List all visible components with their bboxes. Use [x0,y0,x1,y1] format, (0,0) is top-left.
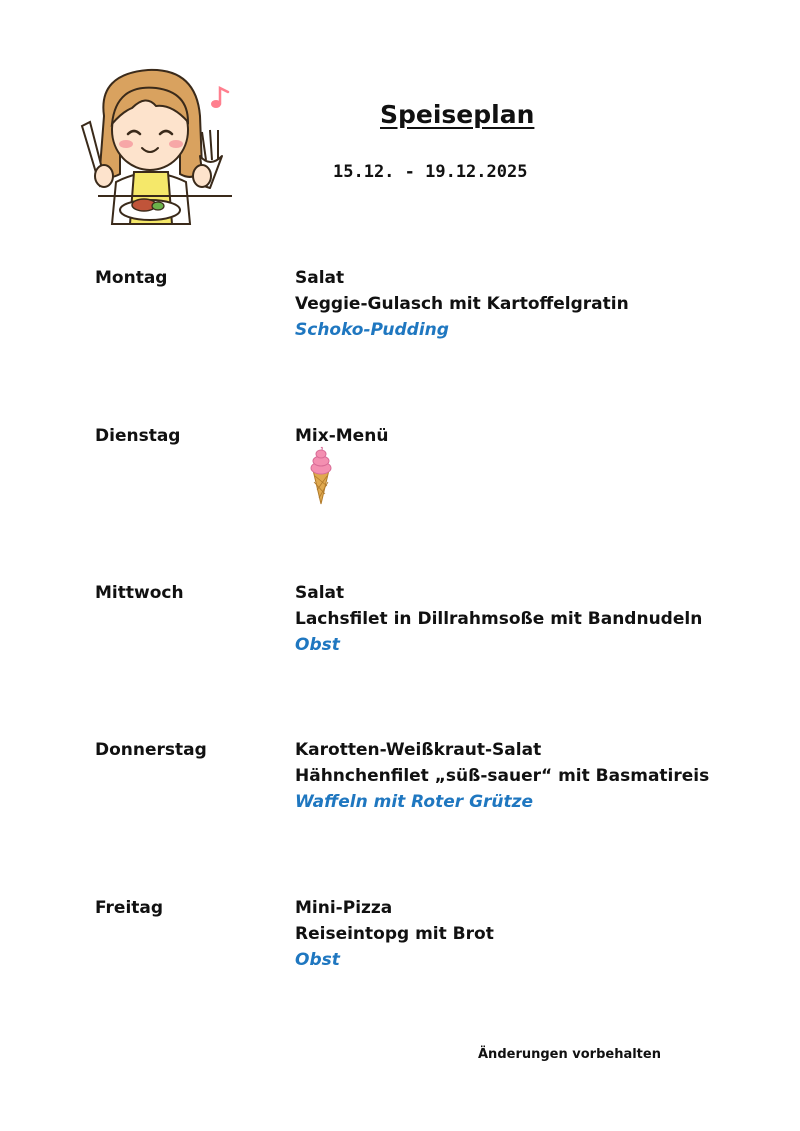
dessert-line: Obst [295,950,340,970]
footer-note: Änderungen vorbehalten [478,1047,661,1062]
dish-line: Mix-Menü [295,426,389,446]
page-title: Speiseplan [380,100,535,129]
day-label-mittwoch: Mittwoch [95,583,184,603]
day-label-freitag: Freitag [95,898,164,918]
dish-line: Mini-Pizza [295,898,393,918]
dessert-line: Waffeln mit Roter Grütze [295,792,534,812]
dish-line: Salat [295,583,345,603]
dish-line: Veggie-Gulasch mit Kartoffelgratin [295,294,629,314]
girl-eating-illustration [76,64,236,226]
music-note-icon [211,88,228,108]
dish-line: Reiseintopg mit Brot [295,924,494,944]
day-label-montag: Montag [95,268,168,288]
ice-cream-cone-icon [305,446,337,506]
day-label-donnerstag: Donnerstag [95,740,207,760]
dish-line: Hähnchenfilet „süß-sauer“ mit Basmatireis [295,766,710,786]
date-range: 15.12. - 19.12.2025 [333,162,528,182]
day-label-dienstag: Dienstag [95,426,181,446]
dessert-line: Obst [295,635,340,655]
dish-line: Salat [295,268,345,288]
dessert-line: Schoko-Pudding [295,320,449,340]
dish-line: Karotten-Weißkraut-Salat [295,740,542,760]
dish-line: Lachsfilet in Dillrahmsoße mit Bandnudeln [295,609,703,629]
